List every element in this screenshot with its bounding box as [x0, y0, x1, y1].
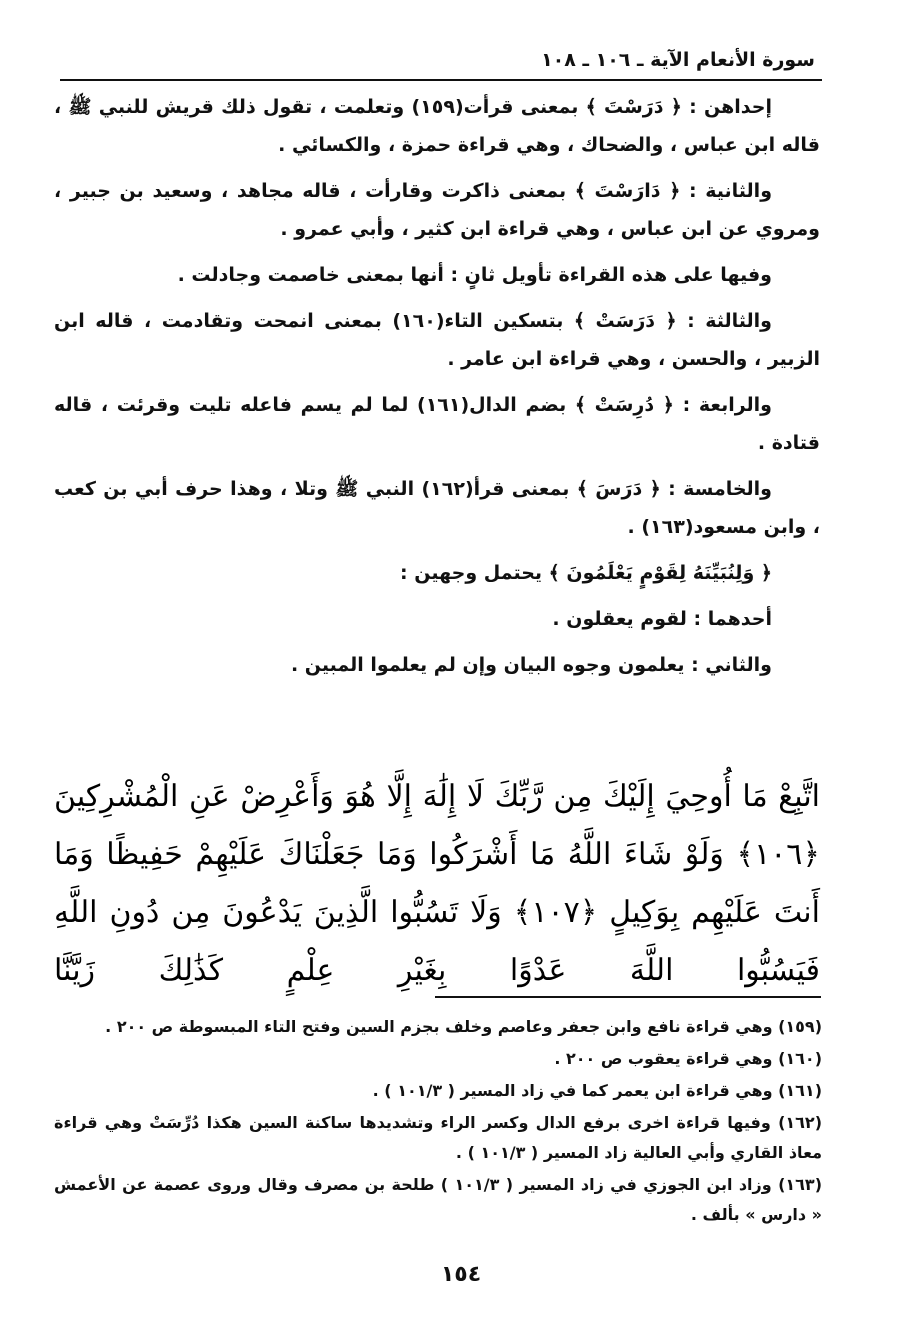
header-rule	[60, 79, 822, 81]
page-number: ١٥٤	[440, 1262, 482, 1287]
paragraph-fifth-reading: والخامسة : ﴿ دَرَسَ ﴾ بمعنى قرأ(١٦٢) النبي ﷺ وتلا ، وهذا حرف أبي بن كعب ، وابن مسعود(١٦٣) .	[54, 478, 820, 538]
quran-verse-block: اتَّبِعْ مَا أُوحِيَ إِلَيْكَ مِن رَّبِّكَ لَا إِلَٰهَ إِلَّا هُوَ وَأَعْرِضْ عَنِ الْمُشْرِكِينَ ﴿١٠٦﴾ وَلَوْ شَاءَ اللَّهُ مَا أَشْرَكُوا وَمَا جَعَلْنَاكَ عَلَيْهِمْ حَفِيظًا وَمَا أَنتَ عَلَيْهِم بِوَكِيلٍ ﴿١٠٧﴾ وَلَا تَسُبُّوا الَّذِينَ يَدْعُونَ مِن دُونِ اللَّهِ فَيَسُبُّوا اللَّهَ عَدْوًا بِغَيْرِ عِلْمٍ كَذَٰلِكَ زَيَّنَّا	[54, 779, 820, 988]
footnote-160: (١٦٠) وهي قراءة يعقوب ص ٢٠٠ .	[554, 1049, 822, 1068]
paragraph-second-interpretation: وفيها على هذه القراءة تأويل ثانٍ : أنها بمعنى خاصمت وجادلت .	[177, 264, 772, 286]
paragraph-fourth-reading: والرابعة : ﴿ دُرِسَتْ ﴾ بضم الدال(١٦١) لما لم يسم فاعله تليت وقرئت ، قاله قتادة .	[54, 394, 820, 454]
footnote-161: (١٦١) وهي قراءة ابن يعمر كما في زاد المسير ( ١٠١/٣ ) .	[372, 1081, 822, 1100]
paragraph-two-meanings: ﴿ وَلِنُبَيِّنَهُ لِقَوْمٍ يَعْلَمُونَ ﴾ يحتمل وجهين :	[400, 562, 772, 584]
footnote-162: (١٦٢) وفيها قراءة اخرى برفع الدال وكسر الراء وتشديدها ساكنة السين هكذا دُرِّسَتْ وهي قراءة معاذ القاري وأبي العالية زاد المسير ( ١٠١/٣ ) .	[54, 1113, 822, 1162]
footnote-rule	[435, 996, 821, 998]
paragraph-third-reading: والثالثة : ﴿ دَرَسَتْ ﴾ بتسكين التاء(١٦٠) بمعنى انمحت وتقادمت ، قاله ابن الزبير ، والحسن ، وهي قراءة ابن عامر .	[54, 310, 820, 370]
paragraph-first-reading: إحداهن : ﴿ دَرَسْتَ ﴾ بمعنى قرأت(١٥٩) وتعلمت ، تقول ذلك قريش للنبي ﷺ ، قاله ابن عباس ، والضحاك ، وهي قراءة حمزة ، والكسائي .	[54, 96, 820, 156]
footnote-159: (١٥٩) وهي قراءة نافع وابن جعفر وعاصم وخلف بجزم السين وفتح التاء المبسوطة ص ٢٠٠ .	[105, 1017, 822, 1036]
footnote-163: (١٦٣) وزاد ابن الجوزي في زاد المسير ( ١٠١/٣ ) طلحة بن مصرف وقال وروى عصمة عن الأعمش « دارس » بألف .	[54, 1175, 822, 1224]
footnotes	[54, 1012, 822, 1232]
paragraph-meaning-one: أحدهما : لقوم يعقلون .	[552, 608, 772, 630]
running-header: سورة الأنعام الآية ـ ١٠٦ ـ ١٠٨	[541, 49, 815, 71]
commentary-body	[54, 88, 820, 692]
paragraph-meaning-two: والثاني : يعلمون وجوه البيان وإن لم يعلموا المبين .	[290, 654, 772, 676]
paragraph-second-reading: والثانية : ﴿ دَارَسْتَ ﴾ بمعنى ذاكرت وقارأت ، قاله مجاهد ، وسعيد بن جبير ، ومروي عن ابن عباس ، وهي قراءة ابن كثير ، وأبي عمرو .	[54, 180, 820, 240]
